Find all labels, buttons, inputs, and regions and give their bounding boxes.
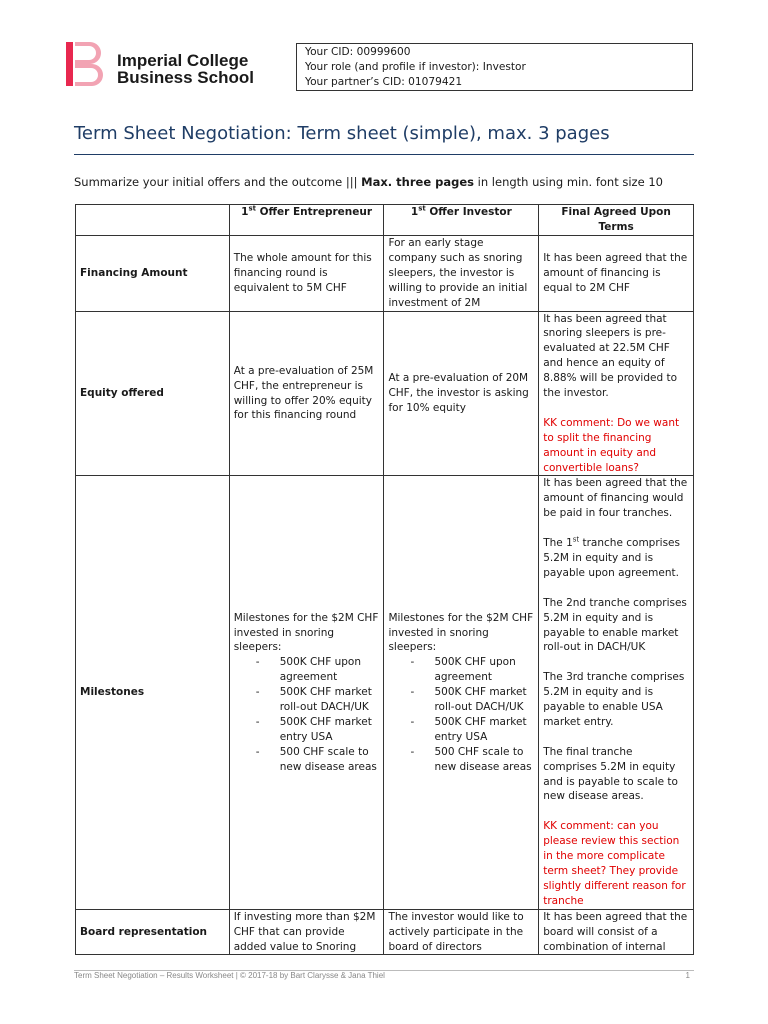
- header-sup: st: [248, 204, 256, 213]
- list-item: - 500K CHF market roll-out DACH/UK: [280, 685, 380, 715]
- list-item: - 500K CHF market roll-out DACH/UK: [434, 685, 534, 715]
- milestones-entrepreneur-intro: Milestones for the $2M CHF invested in snoring sleepers:: [233, 611, 379, 654]
- table-row-equity: [76, 311, 694, 476]
- page-title: Term Sheet Negotiation: Term sheet (simple), max. 3 pages: [74, 123, 610, 144]
- milestones-entrepreneur-list: [234, 655, 380, 774]
- row-label-financing: Financing Amount: [76, 236, 230, 312]
- header-investor: [384, 205, 539, 236]
- milestones-tranche-2: The 2nd tranche comprises 5.2M in equity and is payable to enable market roll-out in DACH/UK: [543, 596, 687, 654]
- milestones-final-intro: It has been agreed that the amount of financing would be paid in four tranches.: [543, 477, 688, 520]
- cell-board-final: It has been agreed that the board will consist of a combination of internal: [539, 909, 694, 955]
- your-role: Your role (and profile if investor): Investor: [305, 61, 526, 73]
- cell-board-investor: The investor would like to actively participate in the board of directors: [384, 909, 539, 955]
- milestones-investor-intro: Milestones for the $2M CHF invested in snoring sleepers:: [388, 611, 534, 654]
- cell-milestones-final: [539, 476, 694, 909]
- institution-name: [117, 52, 254, 86]
- header-text: Offer Investor: [425, 206, 512, 218]
- equity-final-text: It has been agreed that snoring sleepers is pre-evaluated at 22.5M CHF and hence an equity of 8.88% will be provided to the investor.: [543, 312, 678, 400]
- header-text: 1: [410, 206, 419, 218]
- row-label-board: Board representation: [76, 909, 230, 955]
- cid-info-box: [296, 43, 693, 91]
- list-item: - 500K CHF market entry USA: [434, 715, 534, 745]
- list-item: - 500 CHF scale to new disease areas: [280, 745, 380, 775]
- tranche-sup: st: [572, 535, 580, 544]
- equity-comment: KK comment: Do we want to split the financing amount in equity and convertible loans?: [543, 416, 680, 474]
- page-footer: [74, 971, 694, 980]
- row-label-milestones: Milestones: [76, 476, 230, 909]
- summary-text: Summarize your initial offers and the outcome |||: [74, 175, 362, 189]
- imperial-logo-icon: [66, 42, 110, 86]
- term-sheet-table: [75, 204, 694, 955]
- row-label-equity: Equity offered: [76, 311, 230, 476]
- milestones-tranche-1: [543, 536, 689, 581]
- list-item: - 500K CHF market entry USA: [280, 715, 380, 745]
- footer-text: Term Sheet Negotiation – Results Worksheet | © 2017-18 by Bart Clarysse & Jana Thiel: [74, 971, 385, 980]
- header-text: Offer Entrepreneur: [255, 206, 373, 218]
- page-number: 1: [685, 971, 690, 980]
- summary-instructions: [74, 175, 663, 189]
- list-item: - 500K CHF upon agreement: [280, 655, 380, 685]
- table-row-board: [76, 909, 694, 955]
- tranche-text: The 1: [543, 537, 573, 550]
- logo-line-1: Imperial College: [117, 51, 249, 70]
- table-row-financing: [76, 236, 694, 312]
- header-sup: st: [418, 204, 426, 213]
- partner-cid: Your partner’s CID: 01079421: [305, 76, 463, 88]
- title-divider: [74, 154, 694, 155]
- cell-milestones-entrepreneur: [229, 476, 384, 909]
- cell-financing-entrepreneur: The whole amount for this financing round is equivalent to 5M CHF: [229, 236, 384, 312]
- cell-equity-investor: At a pre-evaluation of 20M CHF, the investor is asking for 10% equity: [384, 311, 539, 476]
- header-entrepreneur: [229, 205, 384, 236]
- header-final-terms: Final Agreed Upon Terms: [539, 205, 694, 236]
- header-text: 1: [241, 206, 249, 218]
- milestones-investor-list: [388, 655, 534, 774]
- milestones-comment: KK comment: can you please review this section in the more complicate term sheet? They provide slightly different reason for tranche: [543, 820, 686, 907]
- cell-milestones-investor: [384, 476, 539, 909]
- milestones-tranche-4: The final tranche comprises 5.2M in equity and is payable to scale to new disease areas.: [543, 745, 678, 803]
- milestones-tranche-3: The 3rd tranche comprises 5.2M in equity and is payable to enable USA market entry.: [543, 671, 685, 728]
- cell-equity-final: [539, 311, 694, 476]
- cell-board-entrepreneur: If investing more than $2M CHF that can provide added value to Snoring: [229, 909, 384, 955]
- header-empty: [76, 205, 230, 236]
- tranche-text: tranche comprises 5.2M in equity and is payable upon agreement.: [543, 537, 680, 579]
- cell-financing-final: It has been agreed that the amount of financing is equal to 2M CHF: [539, 236, 694, 312]
- list-item: - 500K CHF upon agreement: [434, 655, 534, 685]
- summary-text-end: in length using min. font size 10: [474, 175, 663, 189]
- list-item: - 500 CHF scale to new disease areas: [434, 745, 534, 775]
- cell-financing-investor: For an early stage company such as snoring sleepers, the investor is willing to provide an initial investment of 2M: [384, 236, 539, 312]
- cell-equity-entrepreneur: At a pre-evaluation of 25M CHF, the entrepreneur is willing to offer 20% equity for this financing round: [229, 311, 384, 476]
- table-header-row: [76, 205, 694, 236]
- logo-line-2: Business School: [117, 68, 254, 87]
- your-cid: Your CID: 00999600: [305, 46, 411, 58]
- table-row-milestones: [76, 476, 694, 909]
- summary-bold: Max. three pages: [361, 175, 474, 189]
